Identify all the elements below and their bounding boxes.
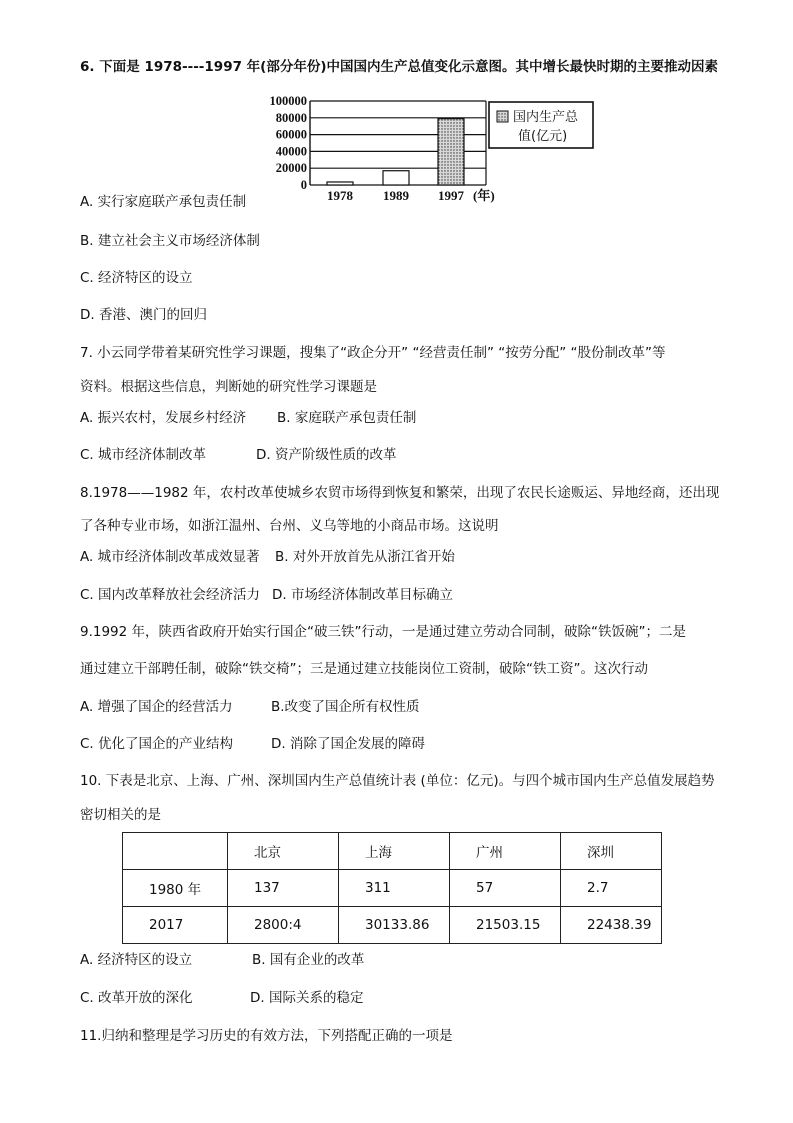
y-tick-label: 0 xyxy=(300,178,307,192)
table-row xyxy=(123,907,662,944)
table-cell: 57 xyxy=(450,870,561,907)
table-cell: 广州 xyxy=(450,833,561,870)
q9-option-a[interactable]: A. 增强了国企的经营活力 xyxy=(80,699,233,715)
q8-option-d[interactable]: D. 市场经济体制改革目标确立 xyxy=(272,587,453,603)
x-tick-label: 1978 xyxy=(327,188,353,203)
table-header-row xyxy=(123,833,662,870)
x-axis-unit: (年) xyxy=(473,188,495,203)
bar xyxy=(327,182,353,185)
table-cell: 30133.86 xyxy=(339,907,450,944)
q9-stem-line1: 9.1992 年，陕西省政府开始实行国企“破三铁”行动，一是通过建立劳动合同制，破除“铁饭碗”；二是 xyxy=(80,624,687,640)
table-cell: 2.7 xyxy=(561,870,662,907)
q8-stem-line2: 了各种专业市场，如浙江温州、台州、义乌等地的小商品市场。这说明 xyxy=(80,518,499,534)
q10-option-d[interactable]: D. 国际关系的稳定 xyxy=(250,990,364,1006)
legend-label-line1: 国内生产总 xyxy=(513,110,579,125)
table-cell: 上海 xyxy=(339,833,450,870)
q8-option-b[interactable]: B. 对外开放首先从浙江省开始 xyxy=(275,549,455,565)
chart-legend xyxy=(489,102,593,148)
y-tick-label: 60000 xyxy=(275,127,307,142)
table-cell: 21503.15 xyxy=(450,907,561,944)
q7-stem-line1: 7. 小云同学带着某研究性学习课题，搜集了“政企分开” “经营责任制” “按劳分配” “股份制改革”等 xyxy=(80,345,666,361)
legend-swatch xyxy=(497,111,508,122)
table-cell: 22438.39 xyxy=(561,907,662,944)
q8-option-c[interactable]: C. 国内改革释放社会经济活力 xyxy=(80,587,261,603)
q10-stem-line2: 密切相关的是 xyxy=(80,807,161,823)
q6-option-d[interactable]: D. 香港、澳门的回归 xyxy=(80,307,207,323)
table-row xyxy=(123,870,662,907)
q11-stem: 11.归纳和整理是学习历史的有效方法，下列搭配正确的一项是 xyxy=(80,1028,453,1044)
y-tick-label: 80000 xyxy=(275,110,307,125)
q9-option-b[interactable]: B.改变了国企所有权性质 xyxy=(271,699,420,715)
table-cell: 311 xyxy=(339,870,450,907)
q10-stem-line1: 10. 下表是北京、上海、广州、深圳国内生产总值统计表 (单位：亿元)。与四个城市国内生产总值发展趋势 xyxy=(80,773,715,789)
x-tick-label: 1997 xyxy=(438,188,464,203)
y-tick-label: 40000 xyxy=(275,144,307,159)
q10-option-c[interactable]: C. 改革开放的深化 xyxy=(80,990,193,1006)
q6-option-b[interactable]: B. 建立社会主义市场经济体制 xyxy=(80,233,260,249)
gdp-bar-chart xyxy=(252,86,602,210)
table-cell: 2017 xyxy=(123,907,228,944)
q6-option-a[interactable]: A. 实行家庭联产承包责任制 xyxy=(80,194,247,210)
q9-option-c[interactable]: C. 优化了国企的产业结构 xyxy=(80,736,234,752)
q10-option-b[interactable]: B. 国有企业的改革 xyxy=(252,952,365,968)
q7-option-c[interactable]: C. 城市经济体制改革 xyxy=(80,447,207,463)
q8-stem-line1: 8.1978——1982 年，农村改革使城乡农贸市场得到恢复和繁荣，出现了农民长途贩运、异地经商，还出现 xyxy=(80,485,720,501)
table-cell: 1980 年 xyxy=(123,870,228,907)
gdp-table xyxy=(122,832,662,944)
q7-option-d[interactable]: D. 资产阶级性质的改革 xyxy=(256,447,397,463)
y-tick-label: 20000 xyxy=(275,161,307,176)
table-cell: 137 xyxy=(228,870,339,907)
table-cell: 2800:4 xyxy=(228,907,339,944)
q10-option-a[interactable]: A. 经济特区的设立 xyxy=(80,952,193,968)
y-axis-tick-labels xyxy=(270,94,308,192)
q9-option-d[interactable]: D. 消除了国企发展的障碍 xyxy=(271,736,425,752)
table-cell: 深圳 xyxy=(561,833,662,870)
q7-option-a[interactable]: A. 振兴农村，发展乡村经济 xyxy=(80,410,247,426)
y-tick-label: 100000 xyxy=(269,94,307,108)
bar xyxy=(438,119,464,185)
q8-option-a[interactable]: A. 城市经济体制改革成效显著 xyxy=(80,549,260,565)
x-axis-tick-labels xyxy=(327,188,465,203)
q7-stem-line2: 资料。根据这些信息，判断她的研究性学习课题是 xyxy=(80,379,377,395)
table-cell: 北京 xyxy=(228,833,339,870)
q9-stem-line2: 通过建立干部聘任制，破除“铁交椅”；三是通过建立技能岗位工资制，破除“铁工资”。这次行动 xyxy=(80,661,648,677)
table-cell xyxy=(123,833,228,870)
q6-option-c[interactable]: C. 经济特区的设立 xyxy=(80,270,193,286)
q6-stem: 6. 下面是 1978----1997 年(部分年份)中国国内生产总值变化示意图。其中增长最快时期的主要推动因素 xyxy=(80,59,719,75)
q7-option-b[interactable]: B. 家庭联产承包责任制 xyxy=(277,410,417,426)
bar xyxy=(383,171,409,185)
x-tick-label: 1989 xyxy=(383,188,409,203)
legend-label-line2: 值(亿元) xyxy=(518,129,568,144)
